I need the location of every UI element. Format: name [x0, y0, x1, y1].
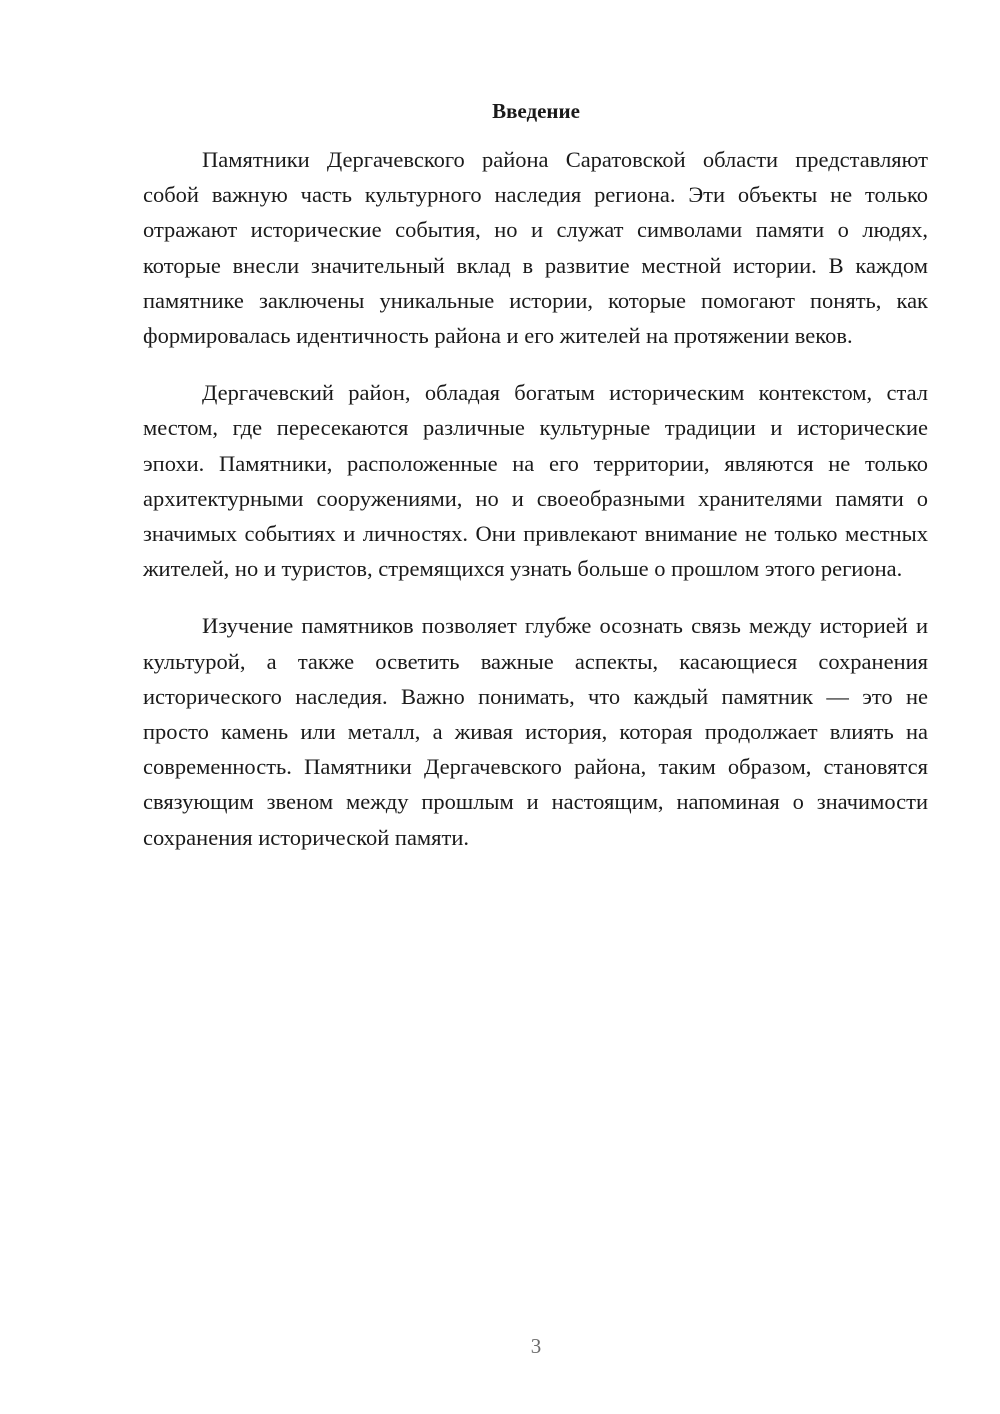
paragraph-3: Изучение памятников позволяет глубже осознать связь между историей и культурой, а также осветить важные аспекты, касающиеся сохранения исторического наследия. Важно понимать, что каждый памятник — это не просто камень или металл, а живая история, которая продолжает влиять на современность. Памятники Дергачевского района, таким образом, становятся связующим звеном между прошлым и настоящим, напоминая о значимости сохранения исторической памяти.	[143, 613, 928, 850]
page-number: 3	[530, 1334, 542, 1358]
paragraph-1: Памятники Дергачевского района Саратовской области представляют собой важную часть культурного наследия региона. Эти объекты не только отражают исторические события, но и служат символами памяти о людях, которые внесли значительный вклад в развитие местной истории. В каждом памятнике заключены уникальные истории, которые помогают понять, как формировалась идентичность района и его жителей на протяжении веков.	[143, 147, 928, 349]
body-text	[143, 142, 928, 877]
paragraph-2: Дергачевский район, обладая богатым историческим контекстом, стал местом, где пересекаются различные культурные традиции и исторические эпохи. Памятники, расположенные на его территории, являются не только архитектурными сооружениями, но и своеобразными хранителями памяти о значимых событиях и личностях. Они привлекают внимание не только местных жителей, но и туристов, стремящихся узнать больше о прошлом этого региона.	[143, 380, 928, 582]
section-heading: Введение	[492, 99, 580, 123]
